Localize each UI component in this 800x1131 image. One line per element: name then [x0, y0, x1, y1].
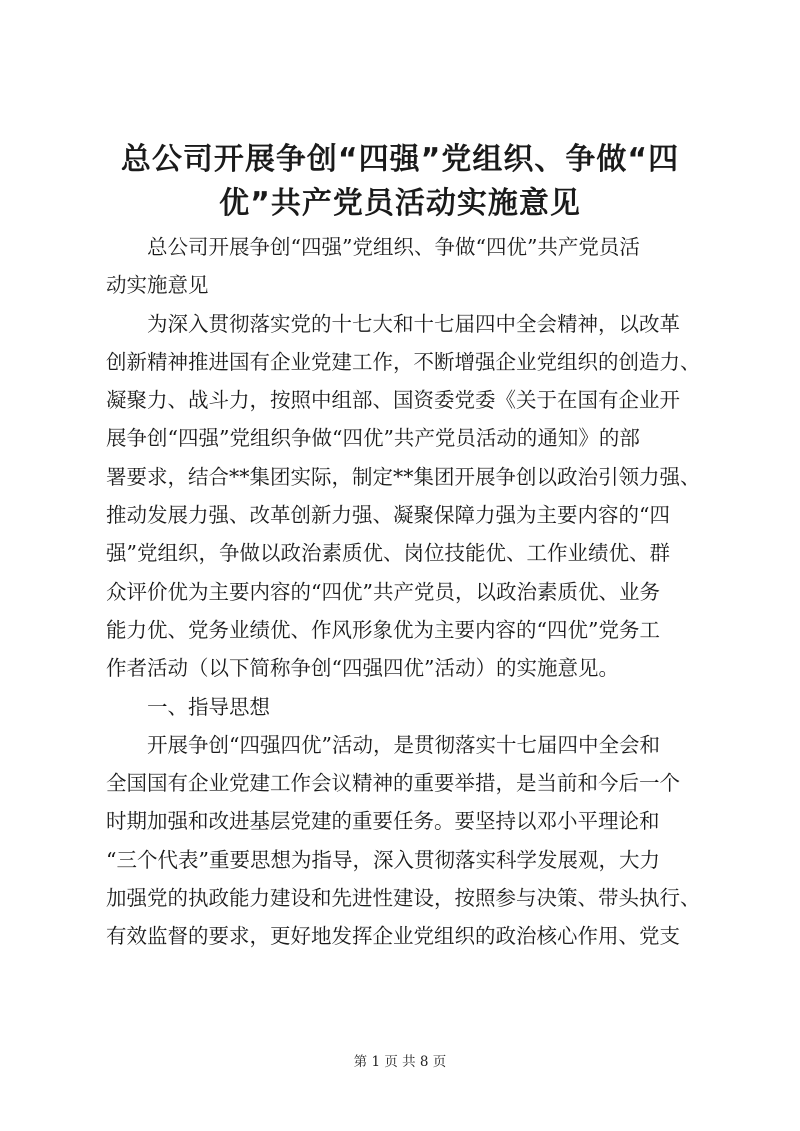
page-footer: 第 1 页 共 8 页 — [353, 1054, 447, 1070]
paragraph-line: 推动发展力强、改革创新力强、凝聚保障力强为主要内容的“四 — [106, 503, 670, 528]
paragraph-line: 动实施意见 — [106, 273, 209, 298]
paragraph — [106, 305, 706, 688]
paragraph-line: 凝聚力、战斗力，按照中组部、国资委党委《关于在国有企业开 — [106, 388, 680, 413]
paragraph-line: 开展争创“四强四优”活动，是贯彻落实十七届四中全会和 — [147, 732, 660, 757]
paragraph-line: 能力优、党务业绩优、作风形象优为主要内容的“四优”党务工 — [106, 617, 660, 642]
paragraph-line: 作者活动（以下简称争创“四强四优”活动）的实施意见。 — [106, 656, 619, 681]
paragraph-line: 创新精神推进国有企业党建工作，不断增强企业党组织的创造力、 — [106, 349, 701, 374]
paragraph-line: 一、指导思想 — [147, 694, 270, 719]
paragraph — [106, 228, 706, 305]
paragraph-line: 时期加强和改进基层党建的重要任务。要坚持以邓小平理论和 — [106, 809, 660, 834]
title-line-2: 优”共产党员活动实施意见 — [219, 186, 581, 221]
paragraph — [106, 726, 706, 956]
document-body — [106, 228, 706, 956]
paragraph-line: 总公司开展争创“四强”党组织、争做“四优”共产党员活 — [147, 235, 640, 259]
paragraph-line: “三个代表”重要思想为指导，深入贯彻落实科学发展观，大力 — [106, 847, 660, 872]
paragraph-line: 有效监督的要求，更好地发挥企业党组织的政治核心作用、党支 — [106, 924, 680, 949]
paragraph-line: 为深入贯彻落实党的十七大和十七届四中全会精神，以改革 — [147, 311, 680, 336]
document-title — [100, 138, 700, 226]
paragraph-line: 强”党组织，争做以政治素质优、岗位技能优、工作业绩优、群 — [106, 541, 670, 566]
paragraph-line: 署要求，结合**集团实际，制定**集团开展争创以政治引领力强、 — [106, 464, 701, 489]
paragraph-line: 加强党的执政能力建设和先进性建设，按照参与决策、带头执行、 — [106, 886, 701, 911]
paragraph-line: 众评价优为主要内容的“四优”共产党员，以政治素质优、业务 — [106, 579, 660, 604]
title-line-1: 总公司开展争创“四强”党组织、争做“四 — [120, 142, 680, 177]
paragraph-line: 展争创“四强”党组织争做“四优”共产党员活动的通知》的部 — [106, 426, 640, 451]
paragraph-line: 全国国有企业党建工作会议精神的重要举措，是当前和今后一个 — [106, 771, 680, 796]
paragraph — [106, 688, 706, 726]
